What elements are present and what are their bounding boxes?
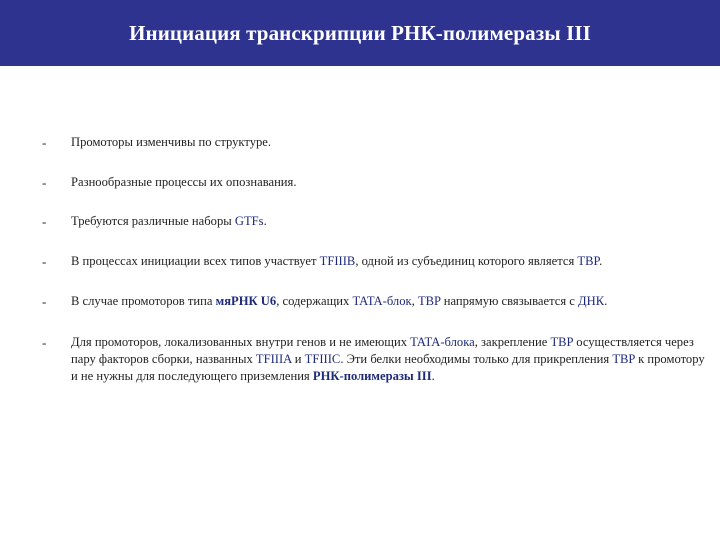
highlighted-term: TBP <box>577 254 600 268</box>
bullet-text-segment: , содержащих <box>276 294 353 308</box>
bullet-text-segment: . Эти белки необходимы только для прикрепления <box>340 352 613 366</box>
bullet-text-segment: Требуются различные наборы <box>71 214 235 228</box>
bullet-text <box>71 334 706 385</box>
bullet-text-segment: Разнообразные процессы их опознавания. <box>71 175 297 189</box>
slide-title: Инициация транскрипции РНК-полимеразы III <box>129 20 591 45</box>
bullet-text-segment: Промоторы изменчивы по структуре. <box>71 135 272 149</box>
bullet-text-segment: В процессах инициации всех типов участвует <box>71 254 320 268</box>
bullet-text-segment: осуществляется через пару факторов сборки, названных <box>71 335 694 366</box>
bullet-text-segment: . <box>263 214 267 228</box>
bullet-text-segment: к промотору и не нужны для последующего приземления <box>71 352 705 383</box>
bullet-marker: - <box>42 214 47 229</box>
highlighted-term: TFIIIB <box>319 254 356 268</box>
bullet-text-segment: Для промоторов, локализованных внутри генов и не имеющих <box>71 335 411 349</box>
bullet-text-segment: В случае промоторов типа <box>71 294 216 308</box>
bullet-text-segment: . <box>431 369 435 383</box>
highlighted-term: мяРНК U6 <box>215 294 277 308</box>
bullet-text-segment: . <box>599 254 603 268</box>
highlighted-term: TBP <box>550 335 574 349</box>
highlighted-term: GTFs <box>234 214 264 228</box>
highlighted-term: ДНК <box>578 294 605 308</box>
highlighted-term: TBP <box>612 352 635 366</box>
bullet-marker: - <box>42 135 47 150</box>
highlighted-term: TBP <box>417 294 441 308</box>
bullet-text <box>71 293 706 310</box>
bullet-text-segment: , закрепление <box>474 335 551 349</box>
highlighted-term: TATA-блок <box>352 294 412 308</box>
bullet-text-segment: и <box>291 352 305 366</box>
highlighted-term: РНК-полимеразы III <box>312 369 432 383</box>
bullet-marker: - <box>42 175 47 190</box>
bullet-text-segment: напрямую связывается с <box>440 294 579 308</box>
bullet-text-segment: , <box>411 294 418 308</box>
bullet-text-segment: . <box>604 294 608 308</box>
bullet-marker: - <box>42 294 47 309</box>
bullet-text <box>71 253 706 270</box>
bullet-marker: - <box>42 335 47 350</box>
bullet-text <box>71 213 706 230</box>
bullet-text-segment: , одной из субъединиц которого является <box>355 254 578 268</box>
bullet-marker: - <box>42 254 47 269</box>
highlighted-term: TFIIIC <box>304 352 341 366</box>
bullet-text <box>71 134 706 151</box>
highlighted-term: TATA-блока <box>410 335 475 349</box>
bullet-text <box>71 174 706 191</box>
highlighted-term: TFIIIA <box>255 352 292 366</box>
